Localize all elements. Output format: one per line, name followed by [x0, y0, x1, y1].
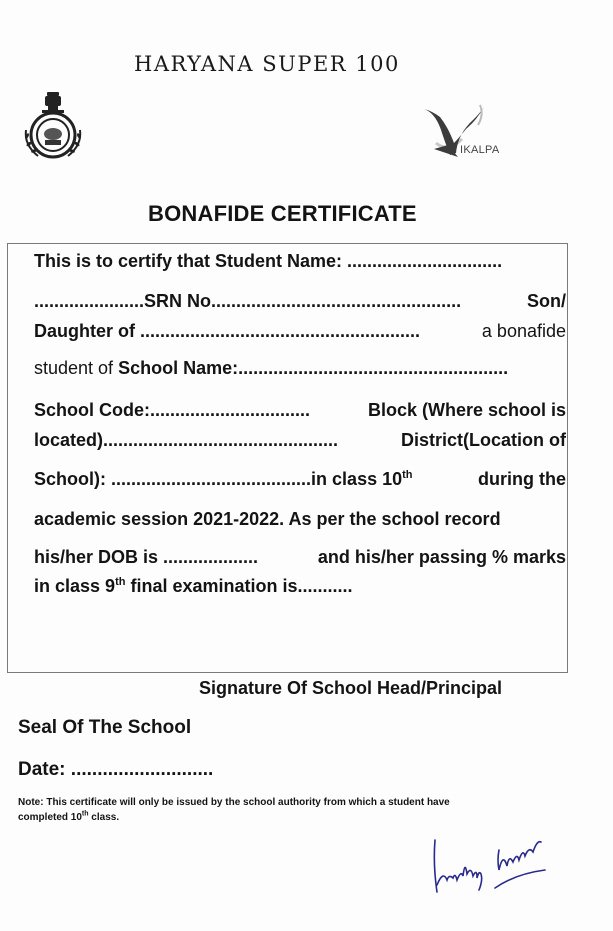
during-the-text: during the [478, 469, 566, 489]
line-srn [34, 290, 566, 312]
student-of-text: student of [34, 358, 119, 378]
parent-blank[interactable]: ........................................................ [135, 321, 421, 341]
session-text: academic session 2021-2022. As per the school record [34, 509, 501, 529]
district-blank[interactable]: ........................................ [106, 469, 312, 489]
school-code-blank[interactable]: ................................ [150, 400, 311, 420]
note-line-1: Note: This certificate will only be issued by the school authority from which a student have [18, 797, 450, 808]
district-label: District(Location of [401, 430, 566, 450]
school-district-label: School): [34, 469, 106, 489]
student-name-blank[interactable]: ............................... [342, 251, 503, 271]
haryana-emblem-icon [18, 90, 88, 162]
note-line-2 [18, 810, 518, 825]
student-name-blank-continued[interactable]: ...................... [34, 291, 145, 311]
line-district [34, 468, 566, 490]
principal-signature-label: Signature Of School Head/Principal [199, 678, 503, 698]
final-exam-text: final examination is [125, 576, 298, 596]
srn-label: SRN No [144, 291, 212, 311]
line-parent [34, 320, 566, 342]
line-dob [34, 546, 566, 568]
class-superscript: th [402, 469, 413, 481]
bonafide-text: a bonafide [481, 321, 566, 341]
school-code-label: School Code: [34, 400, 150, 420]
header-title: HARYANA SUPER 100 [134, 52, 400, 76]
date-blank[interactable]: ........................... [70, 759, 214, 780]
marks-label: and his/her passing % marks [317, 547, 566, 567]
line-marks [34, 575, 566, 597]
note-text [18, 795, 518, 825]
line-school-code [34, 399, 566, 421]
line-school-name [34, 357, 566, 379]
dob-blank[interactable]: ................... [158, 547, 259, 567]
srn-blank[interactable]: .................................................. [211, 291, 462, 311]
certificate-body-box [7, 243, 568, 673]
date-field [18, 759, 213, 781]
dob-label: his/her DOB is [34, 547, 159, 567]
class-text: in class 10 [311, 469, 403, 489]
marks-blank[interactable]: ........... [297, 576, 353, 596]
line-session [34, 508, 566, 530]
block-blank[interactable]: ............................................... [103, 430, 339, 450]
handwritten-signature-icon [425, 830, 565, 900]
class9-superscript: th [115, 576, 126, 588]
school-seal-label: Seal Of The School [18, 717, 192, 738]
note-completed-text: completed 10 [18, 812, 82, 823]
student-name-label: This is to certify that Student Name: [34, 251, 343, 271]
note-superscript: th [81, 810, 89, 818]
note-class-text: class. [88, 812, 120, 823]
class9-text: in class 9 [34, 576, 116, 596]
certificate-title: BONAFIDE CERTIFICATE [148, 201, 417, 226]
vikalpa-logo-text: IKALPA [460, 144, 500, 156]
located-label: located) [34, 430, 104, 450]
line-student-name [34, 250, 566, 272]
date-label: Date: [18, 759, 71, 780]
block-label: Block (Where school is [367, 400, 566, 420]
school-name-label: School Name: [118, 358, 239, 378]
parent-label: Daughter of [34, 321, 135, 341]
school-name-blank[interactable]: ...................................................... [238, 358, 509, 378]
line-block [34, 429, 566, 451]
son-label: Son/ [527, 291, 566, 311]
